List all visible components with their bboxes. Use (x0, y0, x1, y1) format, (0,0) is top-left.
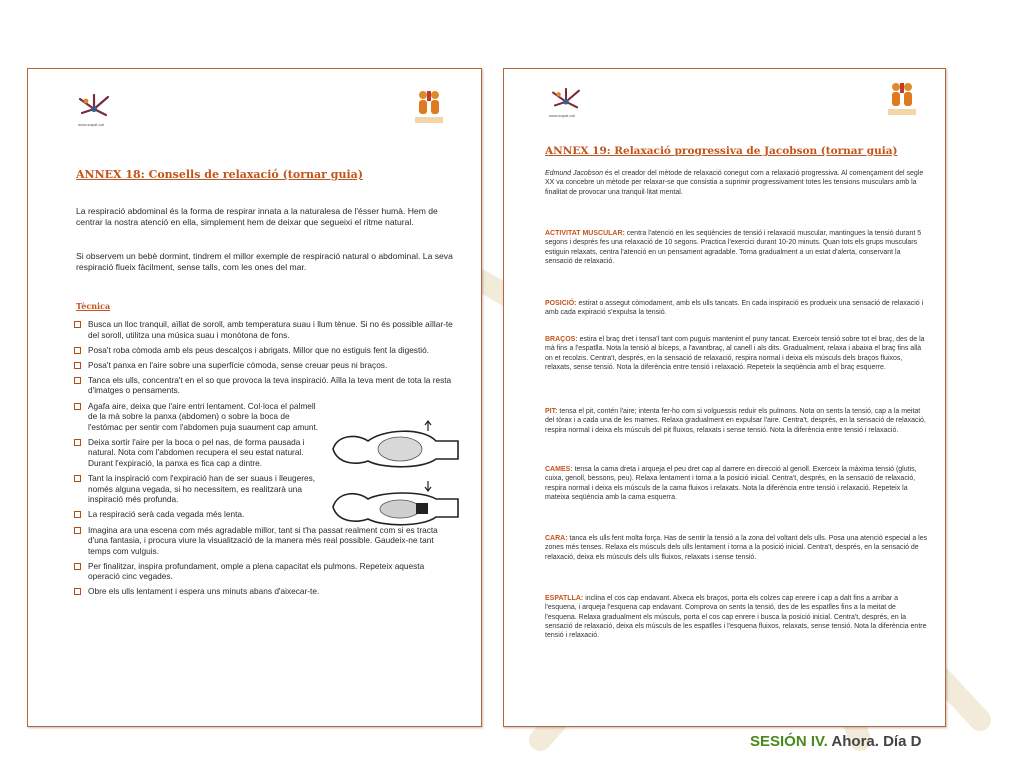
jacobson-intro: Edmund Jacobson és el creador del mètode de relaxació conegut com a relaxació progressiva. Al començament del segle XX va concebre un mètode per relaxar-se que consistia a suprimir progressivament totes les tensions musculars amb la finalitat de provocar una tranquil·litat mental. (545, 170, 924, 196)
annex-18-title[interactable]: ANNEX 18: Consells de relaxació (tornar guia) (76, 168, 363, 181)
list-item: Posa't panxa en l'aire sobre una superfície còmoda, sense creuar peus ni braços. (74, 360, 456, 371)
section-espatlla: ESPATLLA: inclina el cos cap endavant. Alxeca els braços, porta els colzes cap enrere i cap a dalt fins a arribar a l'esquena, i arqueja l'esquena cap endavant. Comprova on sents la tensió, des de les espatlles fins a la meitat de l'esquena. Relaxa gradualment els músculs, porta el cos cap enrere i busca la posició inicial. Centra't, després, en la sensació de relaxació, deixa els músculs de les espatlles i l'esquena fluixos, relaxats, sense tensió. Nota la diferència entre tensió i relaxació. (545, 595, 927, 640)
checkbox-icon (74, 439, 81, 446)
section-cames: CAMES: tensa la cama dreta i arqueja el peu dret cap al darrere en direcció al genoll. Exerceix la màxima tensió (glutis, cuixa, genoll, bessons, peu). Relaxa lentament i torna a la posició inicial. Centra't, després, en la sensació de relaxació, respira normal i deixa els músculs de la cama fluixos i relaxats. Nota la diferència entre tensió i relaxació. Repeteix la mateixa seqüència amb la cama esquerra. (545, 466, 917, 501)
checkbox-icon (74, 475, 81, 482)
section-cara: CARA: tanca els ulls fent molta força. Has de sentir la tensió a la zona del voltant dels ulls. Posa una atenció especial a les zones més tenses. Relaxa els músculs dels ulls lentament i torna a la posició inicial. Centra't, després, en la sensació de relaxació, deixa els músculs dels ulls fluixos, relaxats i sense tensió. (545, 535, 928, 561)
people-logo-icon (886, 79, 918, 119)
list-item: Busca un lloc tranquil, aïllat de soroll, amb temperatura suau i llum tènue. Si no és possible aïllar-te del soroll, utilitza una música suau i monòtona de fons. (74, 319, 456, 340)
section-heading-tecnica: Tècnica (76, 301, 111, 311)
list-item: Deixa sortir l'aire per la boca o pel nas, de forma pausada i natural. Nota com l'abdomen recupera el seu estat natural. Durant l'expiració, la panxa es fica cap a dintre. (74, 437, 324, 469)
annex-18-page (27, 68, 482, 727)
site-url: www.sapat.cat (78, 122, 104, 127)
section-posicio: POSICIÓ: estirat o assegut còmodament, amb els ulls tancats. En cada inspiració es produeix una sensació de relaxació i amb cada expiració s'expulsa la tensió. (545, 300, 924, 317)
checkbox-icon (74, 511, 81, 518)
checkbox-icon (74, 347, 81, 354)
list-item: La respiració serà cada vegada més lenta. (74, 509, 456, 520)
checkbox-icon (74, 362, 81, 369)
site-url: www.sapat.cat (549, 113, 575, 118)
list-item: Posa't roba còmoda amb els peus descalços i abrigats. Millor que no estiguis fent la digestió. (74, 345, 456, 356)
checkbox-icon (74, 403, 81, 410)
list-item: Tanca els ulls, concentra't en el so que provoca la teva inspiració. Aïlla la teva ment de tota la resta d'imatges o pensaments. (74, 375, 456, 396)
list-item: Tant la inspiració com l'expiració han de ser suaus i lleugeres, només alguna vegada, si ho necessitem, es realitzarà una inspiració més profunda. (74, 473, 324, 505)
list-item: Obre els ulls lentament i espera uns minuts abans d'aixecar-te. (74, 586, 456, 597)
section-bracos: BRAÇOS: estira el braç dret i tensa'l tant com puguis mantenint el puny tancat. Exerceix tensió sobre tot el braç, des de la mà fins a l'espatlla. Nota la tensió al bíceps, a l'avantbraç, al canell i als dits. Gradualment, relaxa i abaixa el braç fins allà on et recolzis. Centra't, després, en la sensació de relaxació, respira normal i deixa els músculs dels braços fluixos, relaxats, sense tensió. Nota la diferència entre tensió i relaxació. Repeteix la seqüència amb el braç esquerre. (545, 336, 925, 371)
intro-paragraph-1: La respiració abdominal és la forma de respirar innata a la naturalesa de l'ésser humà. Hem de centrar la nostra atenció en ella, simplement hem de deixar que segueixi el ritme natural. (76, 206, 438, 228)
sapat-logo-icon (74, 93, 114, 119)
checkbox-icon (74, 377, 81, 384)
section-pit: PIT: tensa el pit, contén l'aire; intenta fer-ho com si volguessis reduir els pulmons. Nota on sents la tensió, cap a la meitat del tòrax i a cada una de les mames. Relaxa gradualment en expulsar l'aire. Centra't, després, en la sensació de relaxació, respira normal i deixa els músculs del pit fluixos, relaxats i sense tensió. Nota la diferència entre tensió i relaxació. (545, 408, 926, 434)
sapat-logo-icon (547, 87, 585, 111)
abdominal-breathing-illustration (328, 419, 463, 539)
list-item: Agafa aire, deixa que l'aire entri lentament. Col·loca el palmell de la mà sobre la panxa (abdomen) o sobre la boca de l'estómac per sentir com l'abdomen puja suaument cap amunt. (74, 401, 324, 433)
checkbox-icon (74, 527, 81, 534)
section-activitat-muscular: ACTIVITAT MUSCULAR: centra l'atenció en les seqüències de tensió i relaxació muscular, mantingues la tensió durant 5 segons i després fes una relaxació de 10 segons. Practica l'exercici durant 10-20 minuts. Quan tots els grups musculars estiguin relaxats, centra l'atenció en un pensament agradable. Torna gradualment a un estat d'alerta, conservant la sensació de relaxació. (545, 230, 922, 265)
checkbox-icon (74, 563, 81, 570)
checkbox-icon (74, 321, 81, 328)
intro-paragraph-2: Si observem un bebè dormint, tindrem el millor exemple de respiració natural o abdominal. La seva respiració flueix fàcilment, sense talls, com les ones del mar. (76, 251, 453, 273)
session-footer: SESIÓN IV. Ahora. Día D (750, 733, 922, 750)
checkbox-icon (74, 588, 81, 595)
list-item: Per finalitzar, inspira profundament, omple a plena capacitat els pulmons. Repeteix aquesta operació cinc vegades. (74, 561, 456, 582)
people-logo-icon (413, 87, 445, 127)
list-item: Imagina ara una escena com més agradable millor, tant si t'ha passat realment com si es tracta d'una fantasia, i procura viure la visualització de la manera més real possible. Gaudeix-ne tant temps com vulguis. (74, 525, 456, 557)
annex-19-title[interactable]: ANNEX 19: Relaxació progressiva de Jacobson (tornar guia) (545, 145, 898, 157)
annex-19-page (503, 68, 946, 727)
